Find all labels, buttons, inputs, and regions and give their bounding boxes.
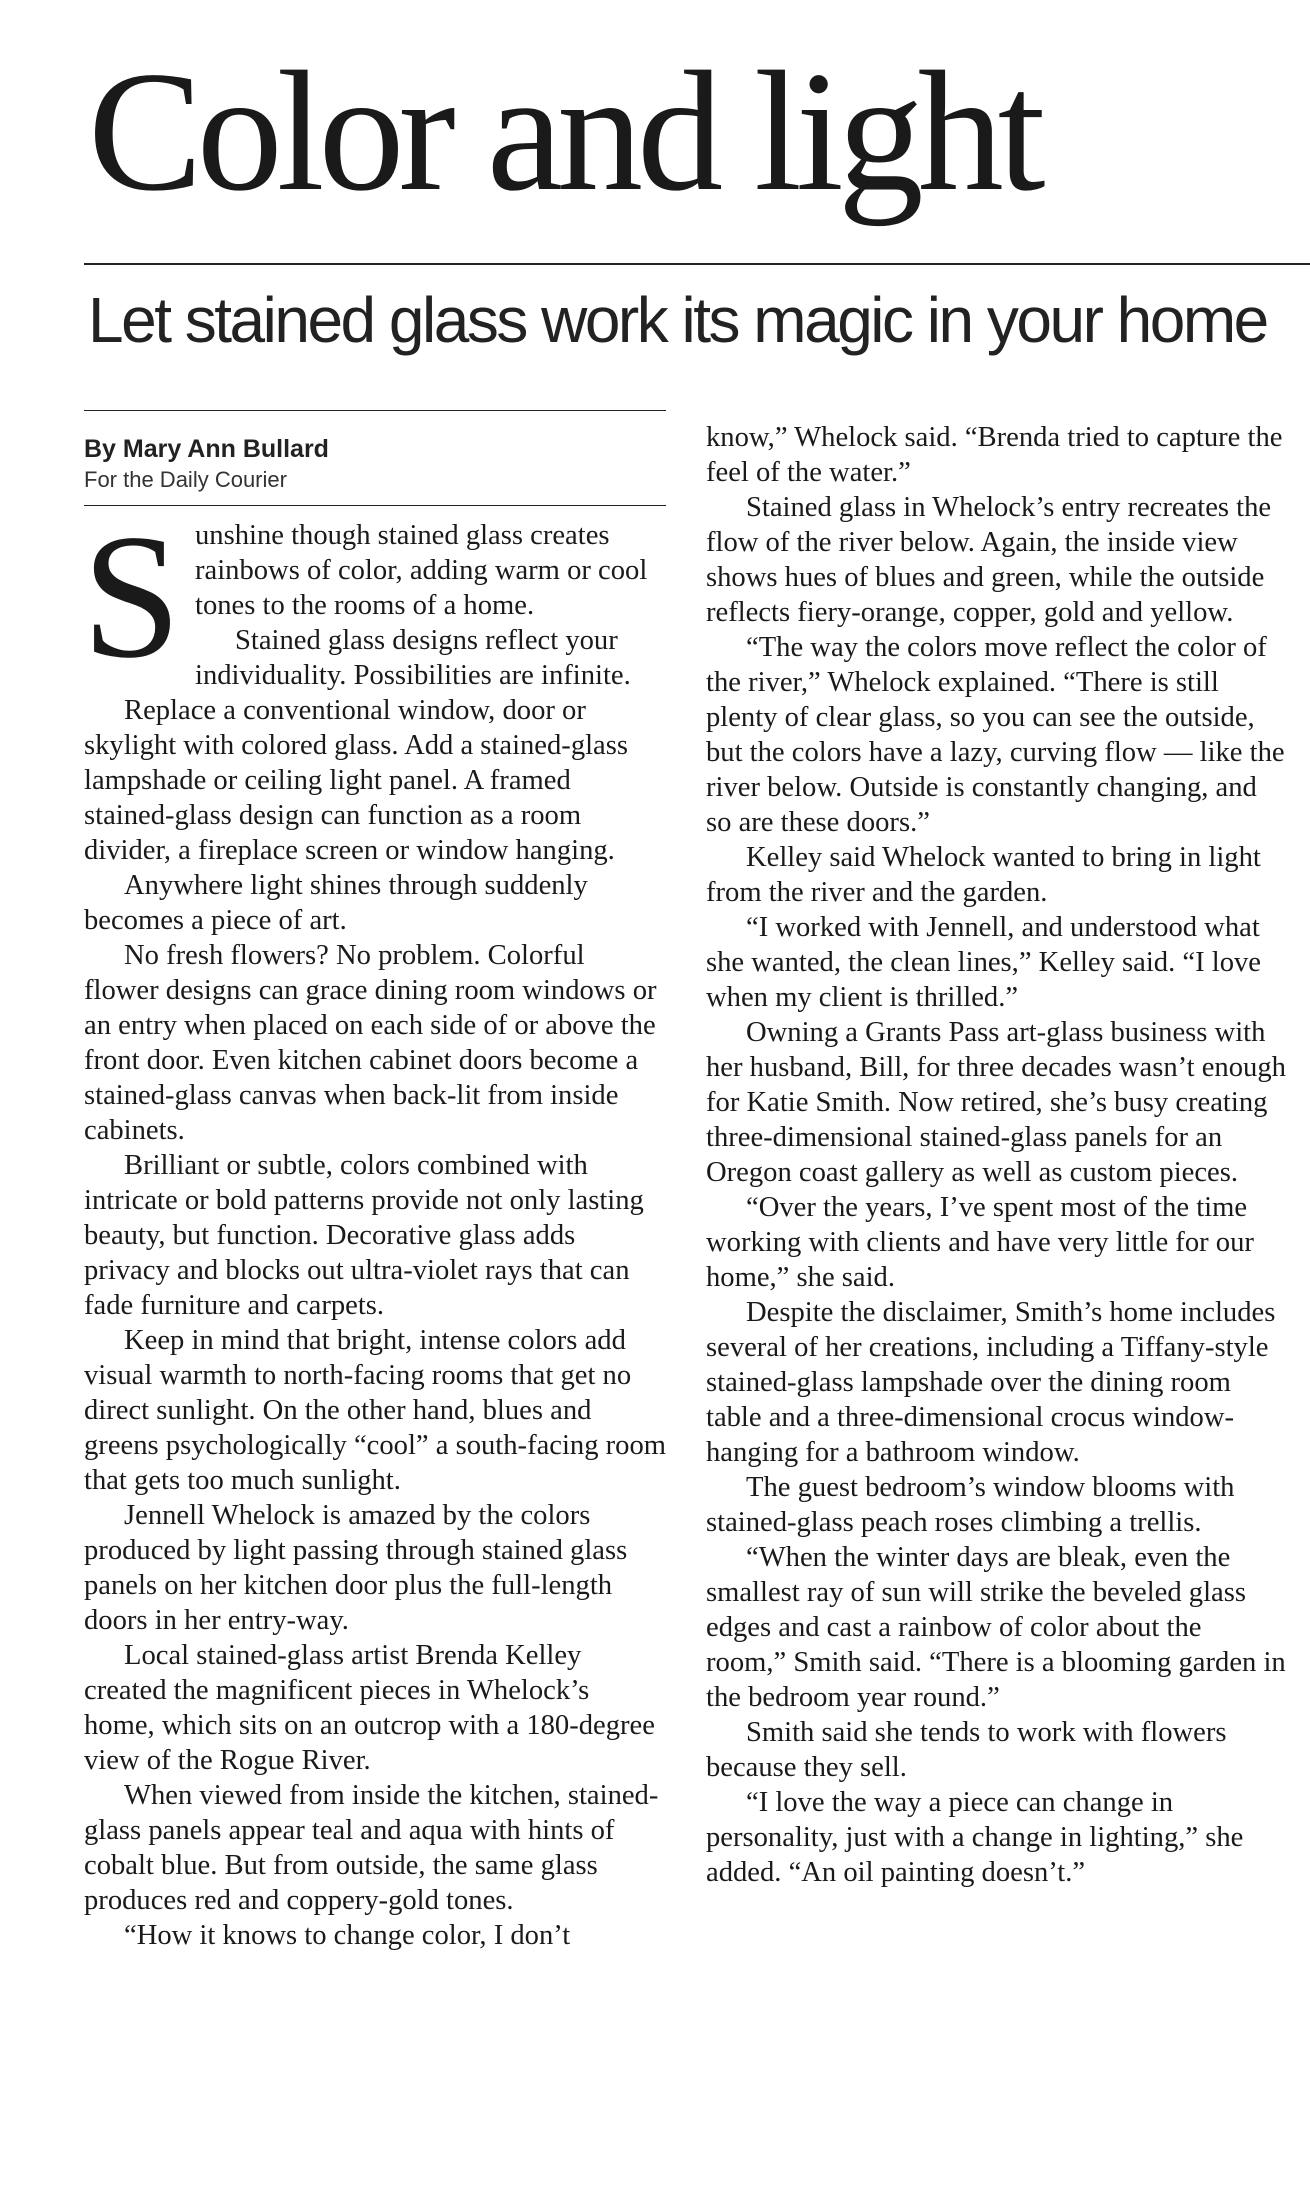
body-paragraph: Anywhere light shines through suddenly becomes a piece of art.: [84, 870, 588, 936]
body-paragraph: No fresh flowers? No problem. Colorful flower designs can grace dining room windows or an entry when placed on each side of or above the front door. Even kitchen cabinet doors become a stained-glass canvas when back-lit from inside cabinets.: [84, 940, 657, 1146]
body-paragraph: Jennell Whelock is amazed by the colors produced by light passing through stained glass panels on her kitchen door plus the full-length doors in her entry-way.: [84, 1500, 628, 1636]
body-paragraph: “Over the years, I’ve spent most of the time working with clients and have very little for our home,” she said.: [706, 1192, 1254, 1293]
body-paragraph: “I worked with Jennell, and understood what she wanted, the clean lines,” Kelley said. “I love when my client is thrilled.”: [706, 912, 1261, 1013]
body-paragraph: Replace a conventional window, door or skylight with colored glass. Add a stained-glass lampshade or ceiling light panel. A framed stained-glass design can function as a room divider, a fireplace screen or window hanging.: [84, 695, 629, 866]
headline-rule: [84, 263, 1310, 265]
body-paragraph: When viewed from inside the kitchen, stained-glass panels appear teal and aqua with hints of cobalt blue. But from outside, the same glass produces red and coppery-gold tones.: [84, 1780, 659, 1916]
body-paragraph: “How it knows to change color, I don’t: [124, 1920, 571, 1951]
body-paragraph: “When the winter days are bleak, even the smallest ray of sun will strike the beveled glass edges and cast a rainbow of color about the room,” Smith said. “There is a blooming garden in the bedroom year round.”: [706, 1542, 1286, 1713]
body-paragraph: Stained glass designs reflect your individuality. Possibilities are infinite.: [195, 625, 631, 691]
body-paragraph: Despite the disclaimer, Smith’s home includes several of her creations, including a Tiffany-style stained-glass lampshade over the dining room table and a three-dimensional crocus window-hanging for a bathroom window.: [706, 1297, 1276, 1468]
body-paragraph: Kelley said Whelock wanted to bring in light from the river and the garden.: [706, 842, 1261, 908]
body-paragraph: The guest bedroom’s window blooms with stained-glass peach roses climbing a trellis.: [706, 1472, 1235, 1538]
body-paragraph: “The way the colors move reflect the color of the river,” Whelock explained. “There is still plenty of clear glass, so you can see the outside, but the colors have a lazy, curving flow — like the river below. Outside is constantly changing, and so are these doors.”: [706, 632, 1285, 838]
body-paragraph: Local stained-glass artist Brenda Kelley created the magnificent pieces in Whelock’s home, which sits on an outcrop with a 180-degree view of the Rogue River.: [84, 1640, 655, 1776]
body-paragraph: “I love the way a piece can change in personality, just with a change in lighting,” she added. “An oil painting doesn’t.”: [706, 1787, 1244, 1888]
lead-text: unshine though stained glass creates rainbows of color, adding warm or cool tones to the rooms of a home.: [195, 520, 648, 621]
continued-paragraph: know,” Whelock said. “Brenda tried to capture the feel of the water.”: [706, 422, 1283, 488]
drop-cap: S: [82, 497, 181, 695]
body-paragraph: Owning a Grants Pass art-glass business with her husband, Bill, for three decades wasn’t enough for Katie Smith. Now retired, she’s busy creating three-dimensional stained-glass panels for an Oregon coast gallery as well as custom pieces.: [706, 1017, 1286, 1188]
byline-block: [84, 410, 666, 506]
byline-author: By Mary Ann Bullard: [84, 435, 329, 463]
article-headline: Color and light: [88, 37, 1040, 227]
body-paragraph: Keep in mind that bright, intense colors add visual warmth to north-facing rooms that get no direct sunlight. On the other hand, blues and greens psychologically “cool” a south-facing room that gets too much sunlight.: [84, 1325, 667, 1496]
article-column-right: [706, 420, 1286, 1890]
article-deck: Let stained glass work its magic in your home: [88, 284, 1267, 356]
body-paragraph: Stained glass in Whelock’s entry recreates the flow of the river below. Again, the inside view shows hues of blues and green, while the outside reflects fiery-orange, copper, gold and yellow.: [706, 492, 1272, 628]
body-paragraph: Smith said she tends to work with flowers because they sell.: [706, 1717, 1227, 1783]
body-paragraph: Brilliant or subtle, colors combined with intricate or bold patterns provide not only lasting beauty, but function. Decorative glass adds privacy and blocks out ultra-violet rays that can fade furniture and carpets.: [84, 1150, 644, 1321]
byline-source: For the Daily Courier: [84, 467, 287, 492]
article-column-left: [84, 410, 666, 1953]
